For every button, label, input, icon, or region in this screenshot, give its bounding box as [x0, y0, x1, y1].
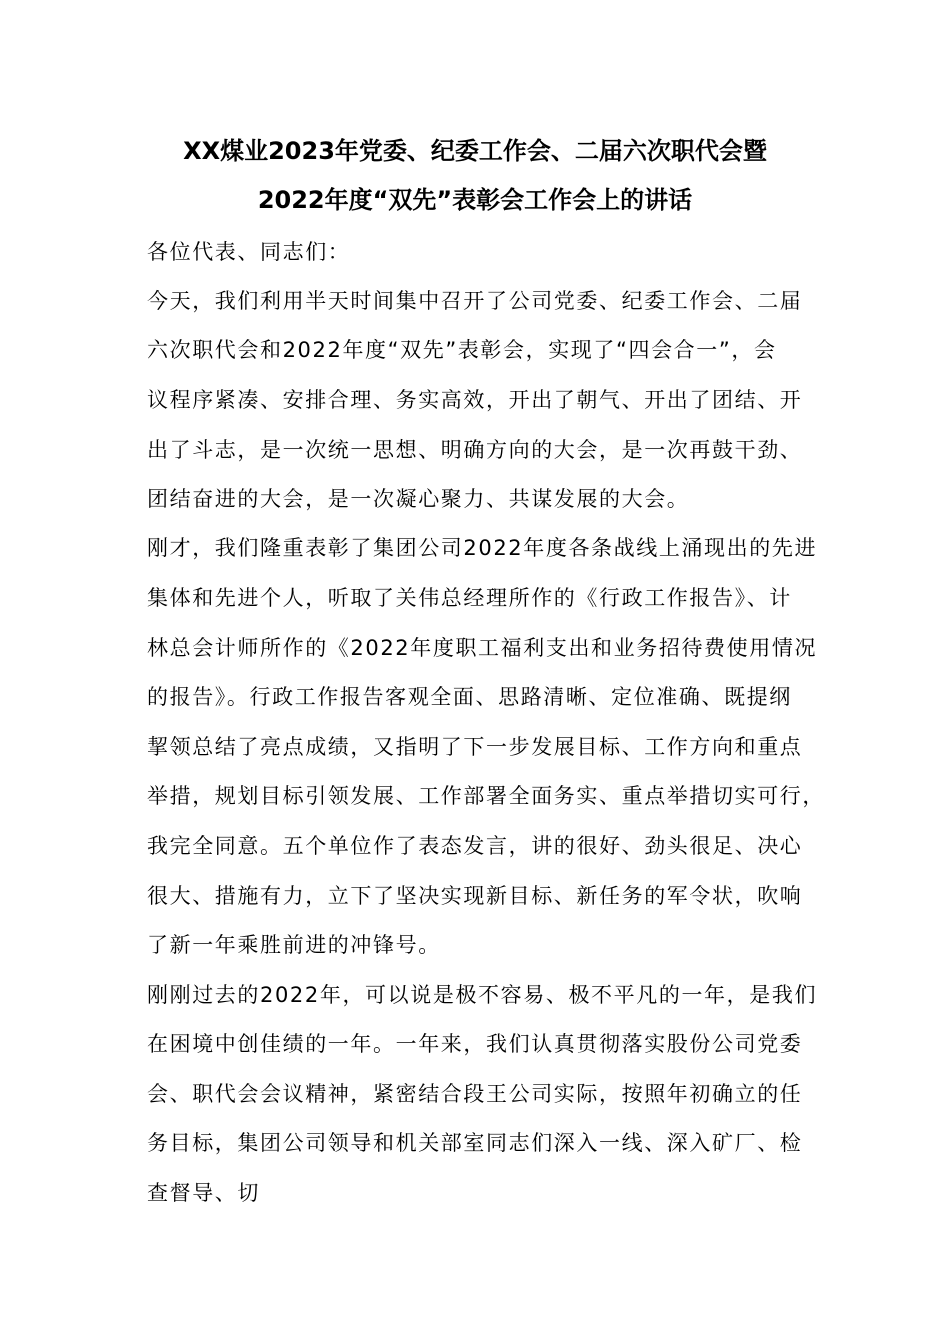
body-line-19: 查督导、切: [147, 1181, 260, 1205]
body-line-8: 林总会计师所作的《2022年度职工福利支出和业务招待费使用情况: [147, 636, 818, 660]
body-line-13: 很大、措施有力，立下了坚决实现新目标、新任务的军令状，吹响: [147, 884, 803, 908]
body-line-16: 在困境中创佳绩的一年。一年来，我们认真贯彻落实股份公司党委: [147, 1032, 803, 1056]
salutation: 各位代表、同志们：: [147, 240, 351, 264]
body-line-1: 今天，我们利用半天时间集中召开了公司党委、纪委工作会、二届: [147, 289, 803, 313]
body-line-4: 出了斗志，是一次统一思想、明确方向的大会，是一次再鼓干劲、: [147, 438, 803, 462]
body-line-12: 我完全同意。五个单位作了表态发言，讲的很好、劲头很足、决心: [147, 834, 803, 858]
body-line-5: 团结奋进的大会，是一次凝心聚力、共谋发展的大会。: [147, 487, 690, 511]
body-line-6: 刚才，我们隆重表彰了集团公司2022年度各条战线上涌现出的先进: [147, 536, 818, 560]
body-line-14: 了新一年乘胜前进的冲锋号。: [147, 933, 441, 957]
body-line-17: 会、职代会会议精神，紧密结合段王公司实际，按照年初确立的任: [147, 1082, 803, 1106]
body-line-10: 挈领总结了亮点成绩，又指明了下一步发展目标、工作方向和重点: [147, 735, 803, 759]
body-line-9: 的报告》。行政工作报告客观全面、思路清晰、定位准确、既提纲: [147, 685, 792, 709]
body-line-2: 六次职代会和2022年度“双先”表彰会，实现了“四会合一”，会: [147, 338, 777, 362]
document-title-line-2: 2022年度“双先”表彰会工作会上的讲话: [257, 186, 693, 214]
body-line-3: 议程序紧凑、安排合理、务实高效，开出了朝气、开出了团结、开: [147, 388, 803, 412]
body-line-15: 刚刚过去的2022年，可以说是极不容易、极不平凡的一年，是我们: [147, 983, 818, 1007]
body-line-7: 集体和先进个人，听取了关伟总经理所作的《行政工作报告》、计: [147, 586, 792, 610]
body-line-18: 务目标，集团公司领导和机关部室同志们深入一线、深入矿厂、检: [147, 1131, 803, 1155]
body-line-11: 举措，规划目标引领发展、工作部署全面务实、重点举措切实可行，: [147, 784, 825, 808]
document-title-line-1: XX煤业2023年党委、纪委工作会、二届六次职代会暨: [183, 137, 767, 165]
